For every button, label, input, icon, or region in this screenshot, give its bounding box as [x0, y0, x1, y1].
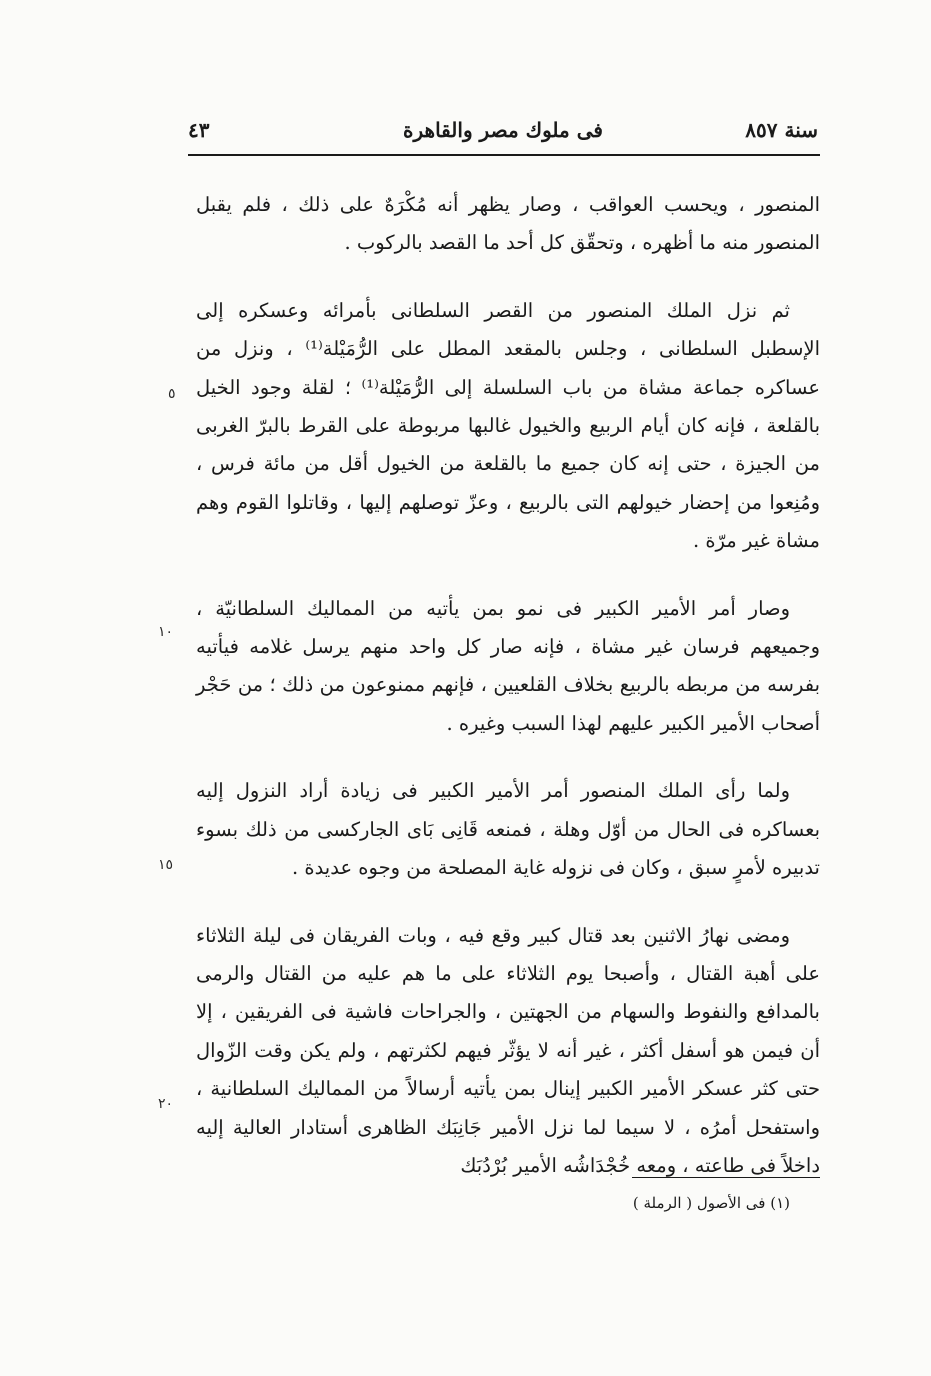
paragraph-4: ولما رأى الملك المنصور أمر الأمير الكبير فى زيادة أراد النزول إليه بعساكره فى الحال من أوّل وهلة ، فمنعه قَانِى بَاى الجاركسى من ذلك بسوء تدبيره لأمرٍ سبق ، وكان فى نزوله غاية المصلحة من وجوه عديدة .	[196, 779, 820, 880]
paragraph-1: المنصور ، ويحسب العواقب ، وصار يظهر أنه مُكْرَهٌ على ذلك ، فلم يقبل المنصور منه ما أظهره ، وتحقّق كل أحد ما القصد بالركوب .	[196, 193, 820, 255]
running-header	[188, 118, 818, 152]
header-year: سنة ٨٥٧	[745, 118, 818, 142]
header-title: فى ملوك مصر والقاهرة	[403, 118, 603, 142]
footnote-rule	[632, 1177, 820, 1178]
line-number-20: ٢٠	[158, 1096, 174, 1112]
page-number: ٤٣	[188, 118, 210, 142]
line-number-10: ١٠	[158, 624, 174, 640]
main-text	[196, 186, 820, 1214]
header-rule	[188, 154, 820, 156]
line-number-5: ٥	[168, 386, 176, 402]
paragraph-3: وصار أمر الأمير الكبير فى نمو بمن يأتيه من المماليك السلطانيّة ، وجميعهم فرسان غير مشاة ، فإنه صار كل واحد منهم يرسل غلامه فيأتيه بفرسه من مربطه بالربيع بخلاف القلعيين ، فإنهم ممنوعون من ذلك ؛ من حَجْر أصحاب الأمير الكبير عليهم لهذا السبب وغيره .	[196, 596, 820, 735]
paragraph-2: ثم نزل الملك المنصور من القصر السلطانى بأمرائه وعسكره إلى الإسطبل السلطانى ، وجلس بالمقعد المطل على الرُّمَيْلة⁽¹⁾ ، ونزل من عساكره جماعة مشاة من باب السلسلة إلى الرُّمَيْلة⁽¹⁾ ؛ لقلة وجود الخيل بالقلعة ، فإنه كان أيام الربيع والخيول غالبها مربوطة على القرط بالبرّ الغربى من الجيزة ، حتى إنه كان جميع ما بالقلعة من الخيول أقل من مائة فرس ، ومُنِعوا من إحضار خيولهم التى بالربيع ، وعزّ توصلهم إليها ، وقاتلوا القوم وهم مشاة غير مرّة .	[196, 298, 820, 553]
footnote: (١) فى الأصول ( الرملة )	[632, 1194, 790, 1212]
paragraph-5: ومضى نهارُ الاثنين بعد قتال كبير وقع فيه ، وبات الفريقان فى ليلة الثلاثاء على أهبة القتال ، وأصبحا يوم الثلاثاء على ما هم عليه من القتال والرمى بالمدافع والنفوط والسهام من الجهتين ، والجراحات فاشية فى الفريقين ، إلا أن فيمن هو أسفل أكثر ، غير أنه لا يؤثّر فيهم لكثرتهم ، ولم يكن وقت الزّوال حتى كثر عسكر الأمير الكبير إينال بمن يأتيه أرسالاً من المماليك السلطانية ، واستفحل أمرُه ، لا سيما لما نزل الأمير جَانِبَك الظاهرى أستادار العالية إليه داخلاً فى طاعته ، ومعه خُجْدَاشُه الأمير بُرْدُبَك	[196, 923, 820, 1177]
line-number-15: ١٥	[158, 857, 174, 873]
